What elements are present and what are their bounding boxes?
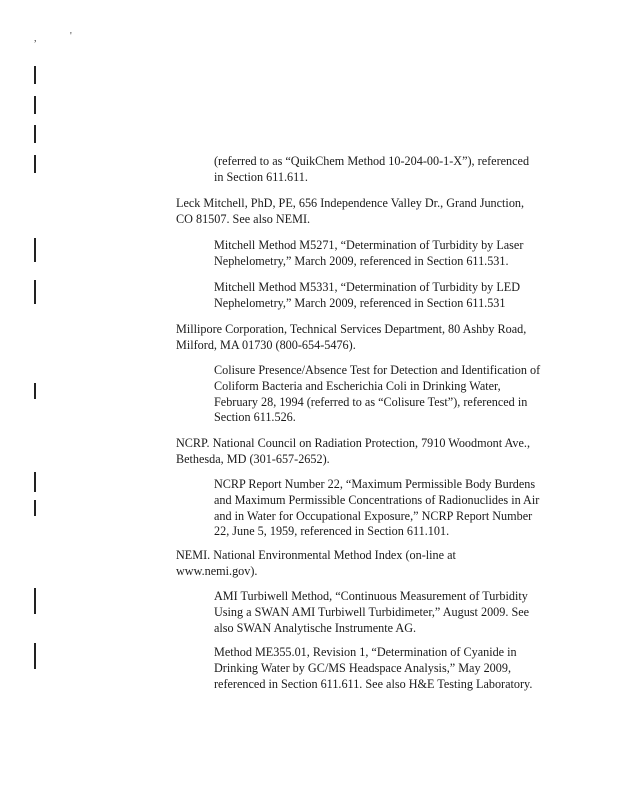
reference-entry <box>176 196 556 228</box>
text-line: Millipore Corporation, Technical Services Department, 80 Ashby Road, <box>176 322 527 336</box>
text-line: and in Water for Occupational Exposure,” NCRP Report Number <box>214 508 533 523</box>
reference-entry <box>214 477 550 540</box>
text-line: Section 611.526. <box>214 410 296 425</box>
text-line: and Maximum Permissible Concentrations of Radionuclides in Air <box>214 492 540 507</box>
text-line: NCRP. National Council on Radiation Protection, 7910 Woodmont Ave., <box>176 436 531 450</box>
reference-entry <box>176 548 556 580</box>
text-line: referenced in Section 611.611. See also H&E Testing Laboratory. <box>214 676 533 691</box>
text-line: Using a SWAN AMI Turbiwell Turbidimeter,” August 2009. See <box>214 604 530 619</box>
revision-bar <box>34 280 36 304</box>
revision-bar <box>34 383 36 399</box>
text-line: February 28, 1994 (referred to as “Colisure Test”), referenced in <box>214 394 528 409</box>
text-line: Bethesda, MD (301-657-2652). <box>176 451 330 466</box>
text-line: Nephelometry,” March 2009, referenced in Section 611.531 <box>214 295 506 310</box>
text-line: NCRP Report Number 22, “Maximum Permissible Body Burdens <box>214 477 536 491</box>
revision-bar <box>34 500 36 516</box>
reference-entry <box>214 589 550 636</box>
text-line: Colisure Presence/Absence Test for Detection and Identification of <box>214 363 541 377</box>
text-line: 22, June 5, 1959, referenced in Section 611.101. <box>214 524 450 539</box>
text-line: Milford, MA 01730 (800-654-5476). <box>176 337 356 352</box>
text-line: (referred to as “QuikChem Method 10-204-00-1-X”), referenced <box>214 154 530 168</box>
text-line: NEMI. National Environmental Method Index (on-line at <box>176 548 456 562</box>
revision-bar <box>34 643 36 669</box>
text-line: in Section 611.611. <box>214 169 308 184</box>
reference-entry <box>176 322 556 354</box>
scan-mark: ' <box>70 31 72 42</box>
text-line: www.nemi.gov). <box>176 563 258 578</box>
revision-bar <box>34 472 36 492</box>
revision-bar <box>34 66 36 84</box>
revision-bar <box>34 125 36 143</box>
scan-mark: , <box>34 33 37 44</box>
reference-entry <box>214 363 550 426</box>
text-line: AMI Turbiwell Method, “Continuous Measurement of Turbidity <box>214 589 528 603</box>
text-line: CO 81507. See also NEMI. <box>176 211 311 226</box>
revision-bar <box>34 238 36 262</box>
text-line: Coliform Bacteria and Escherichia Coli in Drinking Water, <box>214 378 501 393</box>
text-line: Method ME355.01, Revision 1, “Determination of Cyanide in <box>214 645 517 659</box>
reference-entry <box>214 280 550 312</box>
revision-bar <box>34 96 36 114</box>
reference-entry <box>176 436 556 468</box>
text-line: also SWAN Analytische Instrumente AG. <box>214 620 417 635</box>
revision-bar <box>34 155 36 173</box>
reference-entry <box>214 645 550 692</box>
text-line: Mitchell Method M5331, “Determination of Turbidity by LED <box>214 280 521 294</box>
text-line: Nephelometry,” March 2009, referenced in Section 611.531. <box>214 253 509 268</box>
text-line: Mitchell Method M5271, “Determination of Turbidity by Laser <box>214 238 524 252</box>
text-line: Drinking Water by GC/MS Headspace Analysis,” May 2009, <box>214 660 512 675</box>
reference-entry <box>214 238 550 270</box>
text-line: Leck Mitchell, PhD, PE, 656 Independence Valley Dr., Grand Junction, <box>176 196 525 210</box>
revision-bar <box>34 588 36 614</box>
reference-entry <box>214 154 550 186</box>
